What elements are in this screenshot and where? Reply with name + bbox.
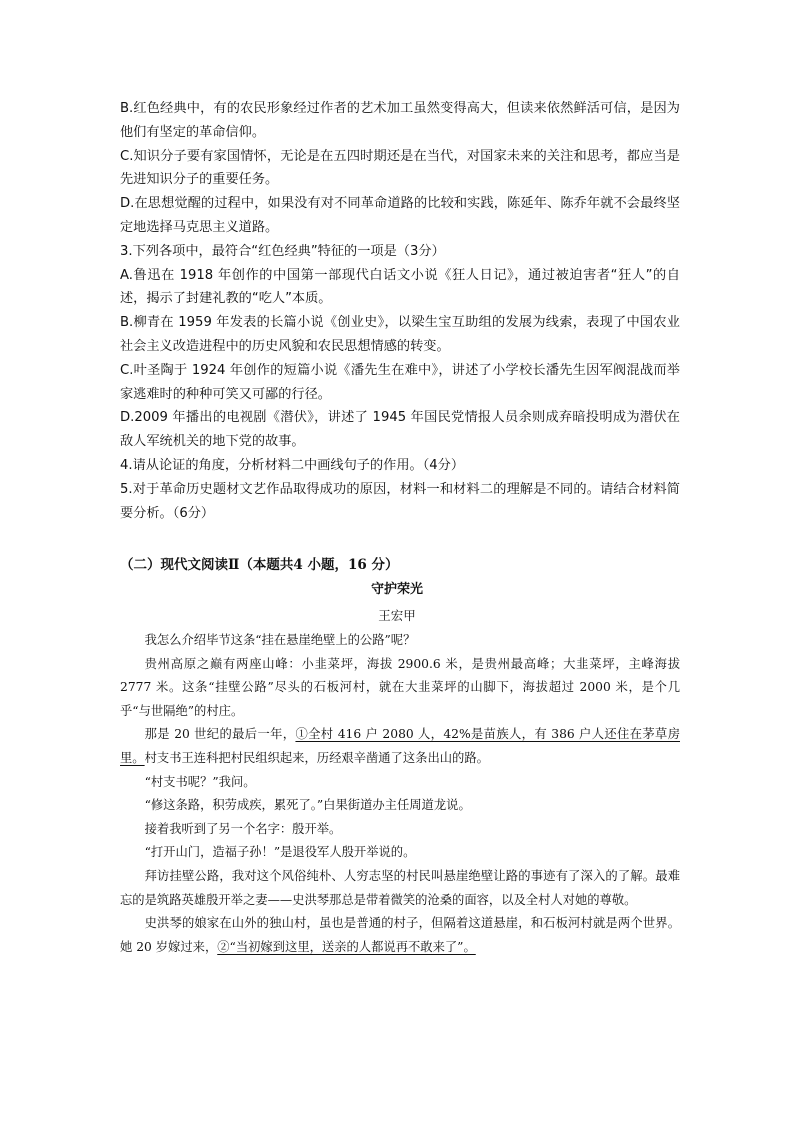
article-paragraph: “修这条路，积劳成疾，累死了。”白果街道办主任周道龙说。	[144, 798, 471, 813]
article-author: 王宏甲	[378, 608, 416, 623]
underlined-sentence-1: ①全村 416 户 2080 人，42%是苗族人，有 386 户人还住在茅草房里。	[120, 727, 680, 765]
question-4: 4.请从论证的角度，分析材料二中画线句子的作用。（4分）	[120, 457, 465, 473]
option-c: C.知识分子要有家国情怀，无论是在五四时期还是在当代，对国家未来的关注和思考，都应当是先进知识分子的重要任务。	[120, 148, 680, 188]
questions-block	[120, 97, 680, 525]
article-paragraph	[120, 723, 680, 770]
article-paragraph: 贵州高原之巅有两座山峰：小韭菜坪，海拔 2900.6 米，是贵州最高峰；大韭菜坪，主峰海拔 2777 米。这条“挂壁公路”尽头的石板河村，就在大韭菜坪的山脚下，海拔超过 2000 米，是个几乎“与世隔绝”的村庄。	[120, 656, 680, 718]
paragraph-tail: 村支书王连科把村民组织起来，历经艰辛凿通了这条出山的路。	[144, 750, 489, 765]
article-paragraph: 拜访挂壁公路，我对这个风俗纯朴、人穷志坚的村民叫悬崖绝壁让路的事迹有了深入的了解。最难忘的是筑路英雄殷开举之妻——史洪琴那总是带着微笑的沧桑的面容，以及全村人对她的尊敬。	[120, 868, 680, 907]
article-paragraph: 接着我听到了另一个名字：殷开举。	[144, 821, 342, 836]
question-3-option-c: C.叶圣陶于 1924 年创作的短篇小说《潘先生在难中》，讲述了小学校长潘先生因军阀混战而举家逃难时的种种可笑又可鄙的行径。	[120, 362, 680, 402]
question-3-option-a: A.鲁迅在 1918 年创作的中国第一部现代白话文小说《狂人日记》，通过被迫害者“狂人”的自述，揭示了封建礼教的“吃人”本质。	[120, 267, 680, 307]
article-paragraph	[120, 912, 680, 959]
article-paragraph: “打开山门，造福子孙！”是退役军人殷开举说的。	[144, 845, 416, 860]
article-title: 守护荣光	[370, 582, 423, 597]
question-3-option-b: B.柳青在 1959 年发表的长篇小说《创业史》，以梁生宝互助组的发展为线索，表现了中国农业社会主义改造进程中的历史风貌和农民思想情感的转变。	[120, 315, 680, 354]
paragraph-lead: 史洪琴的娘家在山外的独山村，虽也是普通的村子，但隔着这道悬崖，和石板河村就是两个世界。她 20 岁嫁过来，	[120, 916, 680, 954]
option-d: D.在思想觉醒的过程中，如果没有对不同革命道路的比较和实践，陈延年、陈乔年就不会最终坚定地选择马克思主义道路。	[120, 196, 680, 235]
option-b: B.红色经典中，有的农民形象经过作者的艺术加工虽然变得高大，但读来依然鲜活可信，是因为他们有坚定的革命信仰。	[120, 101, 680, 140]
paragraph-lead: 那是 20 世纪的最后一年，	[144, 727, 296, 742]
question-3-option-d: D.2009 年播出的电视剧《潜伏》，讲述了 1945 年国民党情报人员余则成弃暗投明成为潜伏在敌人军统机关的地下党的故事。	[120, 410, 680, 450]
article-paragraph: “村支书呢？”我问。	[144, 774, 256, 789]
article-paragraph: 我怎么介绍毕节这条“挂在悬崖绝壁上的公路”呢？	[144, 633, 416, 647]
section-heading: （二）现代文阅读Ⅱ（本题共4 小题，16 分）	[120, 557, 399, 573]
underlined-sentence-2: ②“当初嫁到这里，送亲的人都说再不敢来了”。	[217, 939, 476, 954]
question-5: 5.对于革命历史题材文艺作品取得成功的原因，材料一和材料二的理解是不同的。请结合材料简要分析。（6分）	[120, 481, 680, 521]
question-3-stem: 3.下列各项中，最符合“红色经典”特征的一项是（3分）	[120, 243, 445, 259]
article-body	[120, 629, 680, 959]
